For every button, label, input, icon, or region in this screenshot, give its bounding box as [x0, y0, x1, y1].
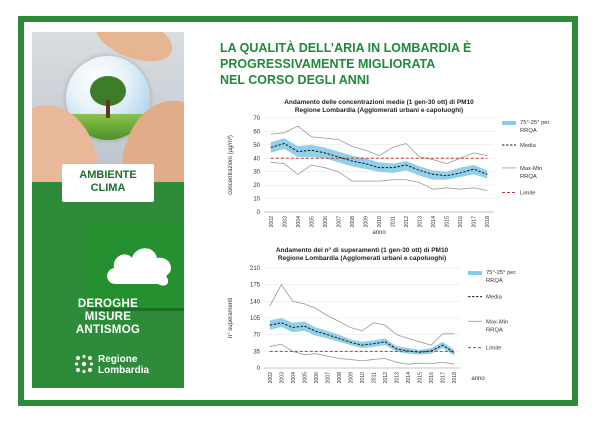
x-tick-label: 2007 — [336, 216, 343, 228]
x-axis-label: anno — [372, 230, 386, 236]
legend-swatch-band — [468, 271, 482, 275]
x-tick-label: 2013 — [417, 216, 424, 228]
chart-superamenti — [222, 244, 562, 386]
x-tick-label: 2006 — [313, 372, 320, 384]
x-tick-label: 2010 — [377, 216, 383, 228]
legend-swatch-band — [502, 121, 516, 125]
legend-label: Limite — [520, 190, 536, 197]
x-tick-label: 2004 — [290, 372, 297, 384]
max-line — [270, 285, 454, 345]
x-tick-label: 2005 — [309, 216, 316, 228]
legend-label: RRQA — [486, 327, 503, 334]
x-tick-label: 2002 — [267, 372, 274, 384]
x-tick-label: 2008 — [336, 372, 343, 384]
legend-label: 75°-25° per. — [520, 120, 551, 126]
headline-line-3: NEL CORSO DEGLI ANNI — [220, 73, 370, 87]
legend-label: Limite — [486, 345, 502, 352]
x-tick-label: 2003 — [279, 372, 286, 384]
x-tick-label: 2008 — [349, 216, 356, 228]
band-75-25 — [270, 318, 454, 356]
chart-title-line-2: Regione Lombardia (Agglomerati urbani e capoluoghi) — [277, 255, 447, 262]
y-tick-label: 0 — [256, 210, 260, 216]
logo-text-2: Lombardia — [98, 365, 150, 376]
x-tick-label: 2016 — [429, 372, 436, 384]
y-tick-label: 175 — [249, 282, 260, 289]
legend-label: RRQA — [520, 173, 537, 180]
y-axis-label: concentrazioni (µg/m³) — [228, 135, 234, 195]
y-tick-label: 210 — [249, 266, 260, 272]
legend-label: Media — [486, 294, 502, 301]
headline-line-2: PROGRESSIVAMENTE MIGLIORATA — [220, 57, 436, 71]
y-tick-label: 60 — [253, 129, 260, 136]
x-tick-label: 2003 — [282, 216, 289, 228]
y-tick-label: 30 — [253, 169, 260, 176]
x-tick-label: 2014 — [406, 372, 413, 384]
x-tick-label: 2009 — [348, 372, 355, 384]
legend-label: Max-Min — [486, 319, 509, 326]
band-75-25 — [271, 138, 487, 180]
legend-label: Max-Min — [520, 165, 543, 172]
x-tick-label: 2004 — [295, 216, 302, 228]
chart-title-line-1: Andamento delle concentrazioni medie (1 gen-30 ott) di PM10 — [284, 99, 474, 106]
legend-label: 75°-25° per. — [486, 270, 517, 276]
y-tick-label: 70 — [253, 116, 260, 122]
headline-line-1: LA QUALITÀ DELL’ARIA IN LOMBARDIA È — [220, 41, 472, 55]
x-tick-label: 2012 — [383, 372, 390, 384]
x-tick-label: 2015 — [444, 216, 451, 228]
y-axis-label: n° superamenti — [228, 297, 234, 339]
x-tick-label: 2012 — [404, 216, 411, 228]
regione-lombardia-logo — [32, 352, 184, 382]
x-tick-label: 2017 — [440, 372, 447, 384]
legend-label: RRQA — [486, 278, 503, 284]
x-tick-label: 2018 — [452, 372, 459, 384]
x-tick-label: 2010 — [360, 372, 366, 384]
x-tick-label: 2011 — [390, 216, 397, 228]
panel-subtitle — [32, 298, 184, 337]
subtitle-line-3: ANTISMOG — [75, 324, 141, 336]
x-tick-label: 2002 — [268, 216, 275, 228]
ambient-clima-badge — [62, 164, 154, 202]
y-tick-label: 0 — [256, 366, 260, 372]
subtitle-line-2: MISURE — [84, 311, 132, 323]
y-tick-label: 140 — [249, 299, 260, 306]
y-tick-label: 70 — [253, 332, 260, 339]
x-tick-label: 2009 — [363, 216, 370, 228]
y-tick-label: 20 — [253, 183, 260, 190]
tree-trunk — [106, 100, 110, 118]
y-tick-label: 35 — [253, 349, 260, 356]
media-line — [270, 323, 454, 353]
headline — [220, 40, 550, 88]
legend-label: RRQA — [520, 128, 537, 134]
x-tick-label: 2017 — [471, 215, 478, 228]
x-tick-label: 2005 — [302, 372, 309, 384]
y-tick-label: 10 — [253, 196, 260, 203]
x-tick-label: 2018 — [485, 216, 492, 228]
x-tick-label: 2014 — [431, 216, 438, 228]
y-tick-label: 40 — [253, 156, 260, 163]
chart-concentrazioni — [222, 96, 562, 236]
cloud-icon — [102, 234, 178, 292]
badge-line-1: AMBIENTE — [79, 169, 137, 181]
badge-line-2: CLIMA — [90, 182, 126, 194]
x-tick-label: 2006 — [322, 216, 329, 228]
x-tick-label: 2011 — [371, 372, 378, 384]
hands-globe-photo — [32, 32, 184, 182]
x-tick-label: 2013 — [394, 372, 401, 384]
logo-text-1: Regione — [98, 354, 138, 365]
x-tick-label: 2015 — [417, 372, 424, 384]
rosa-camuna-icon — [74, 354, 94, 374]
subtitle-line-1: DEROGHE — [77, 298, 139, 310]
x-tick-label: 2007 — [325, 372, 332, 384]
y-tick-label: 105 — [249, 316, 260, 322]
x-tick-label: 2016 — [458, 216, 465, 228]
y-tick-label: 50 — [253, 142, 260, 149]
chart-title-line-1: Andamento del n° di superamenti (1 gen-30 ott) di PM10 — [275, 247, 449, 254]
chart-title-line-2: Regione Lombardia (Agglomerati urbani e capoluoghi) — [294, 107, 464, 114]
legend-label: Media — [520, 142, 536, 149]
x-axis-label: anno — [471, 376, 485, 382]
cloud-card — [88, 222, 184, 308]
